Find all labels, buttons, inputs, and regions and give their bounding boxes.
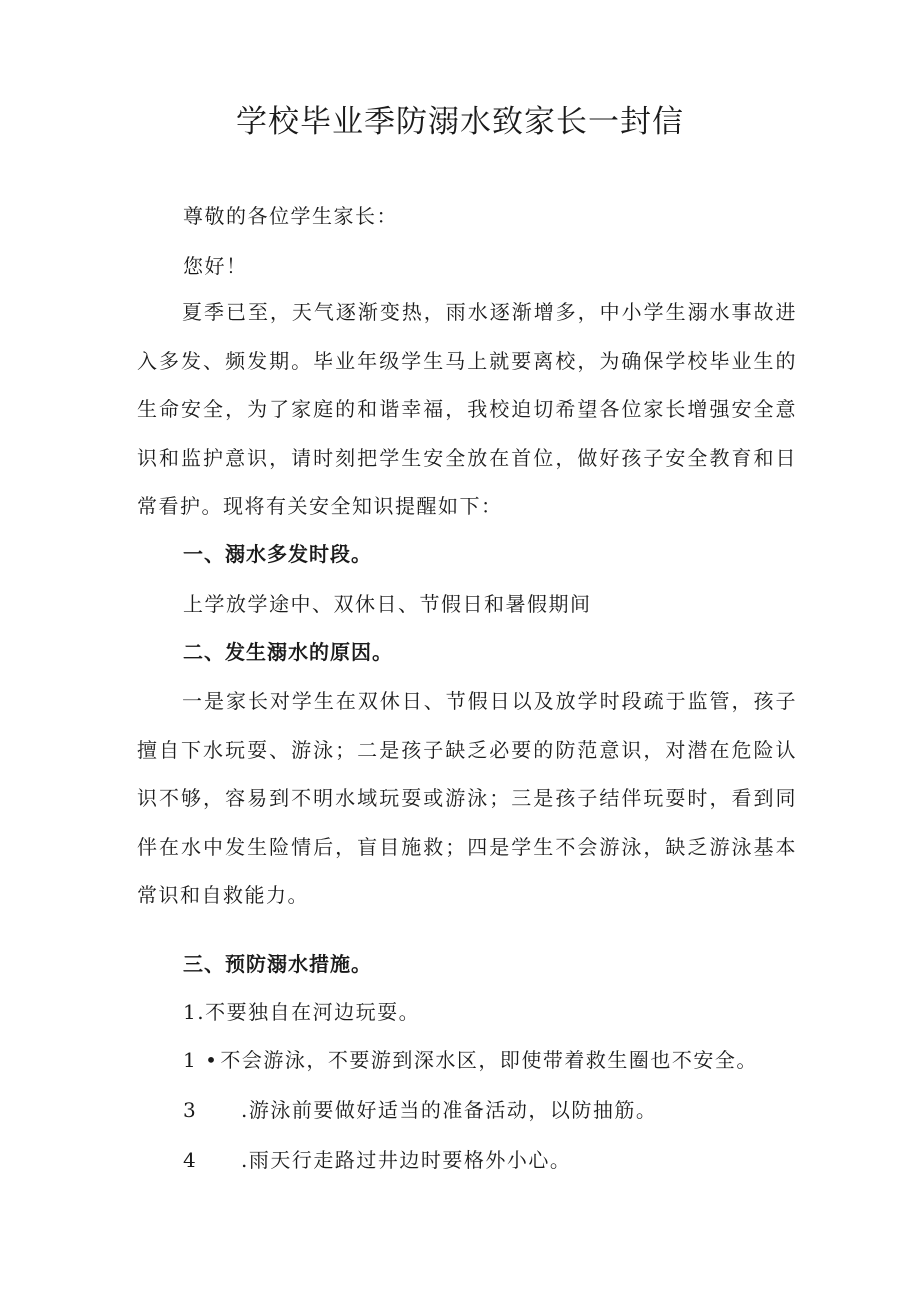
document-title: 学校毕业季防溺水致家长一封信	[236, 104, 684, 140]
measure-number: 1.	[183, 1000, 206, 1024]
section-1-heading: 一、溺水多发时段。	[183, 542, 372, 566]
section-3-heading: 三、预防溺水措施。	[183, 952, 372, 976]
measure-number: 4	[183, 1148, 198, 1172]
measure-item-2	[183, 1044, 758, 1076]
section-2-heading: 二、发生溺水的原因。	[183, 640, 393, 664]
intro-paragraph: 夏季已至，天气逐渐变热，雨水逐渐增多，中小学生溺水事故进入多发、频发期。毕业年级学生马上就要离校，为确保学校毕业生的生命安全，为了家庭的和谐幸福，我校迫切希望各位家长增强安全意识和监护意识，请时刻把学生安全放在首位，做好孩子安全教育和日常看护。现将有关安全知识提醒如下：	[137, 300, 797, 518]
measure-number: 1 •	[183, 1048, 219, 1072]
section-1-text: 上学放学途中、双休日、节假日和暑假期间	[183, 592, 592, 616]
measure-number: 3	[183, 1098, 198, 1122]
measure-item-1	[183, 996, 420, 1028]
measure-item-4	[183, 1144, 571, 1176]
section-2-paragraph: 一是家长对学生在双休日、节假日以及放学时段疏于监管，孩子擅自下水玩耍、游泳；二是孩子缺乏必要的防范意识，对潜在危险认识不够，容易到不明水域玩耍或游泳；三是孩子结伴玩耍时，看到同伴在水中发生险情后，盲目施救；四是学生不会游泳，缺乏游泳基本常识和自救能力。	[137, 689, 797, 907]
measure-item-3	[183, 1094, 657, 1126]
greeting: 您好！	[183, 254, 248, 278]
measure-text: .雨天行走路过井边时要格外小心。	[241, 1148, 572, 1172]
measure-text: 不会游泳，不要游到深水区，即使带着救生圈也不安全。	[220, 1048, 758, 1072]
salutation: 尊敬的各位学生家长：	[183, 204, 398, 228]
measure-text: 不要独自在河边玩耍。	[205, 1000, 421, 1024]
measure-text: .游泳前要做好适当的准备活动，以防抽筋。	[241, 1098, 658, 1122]
